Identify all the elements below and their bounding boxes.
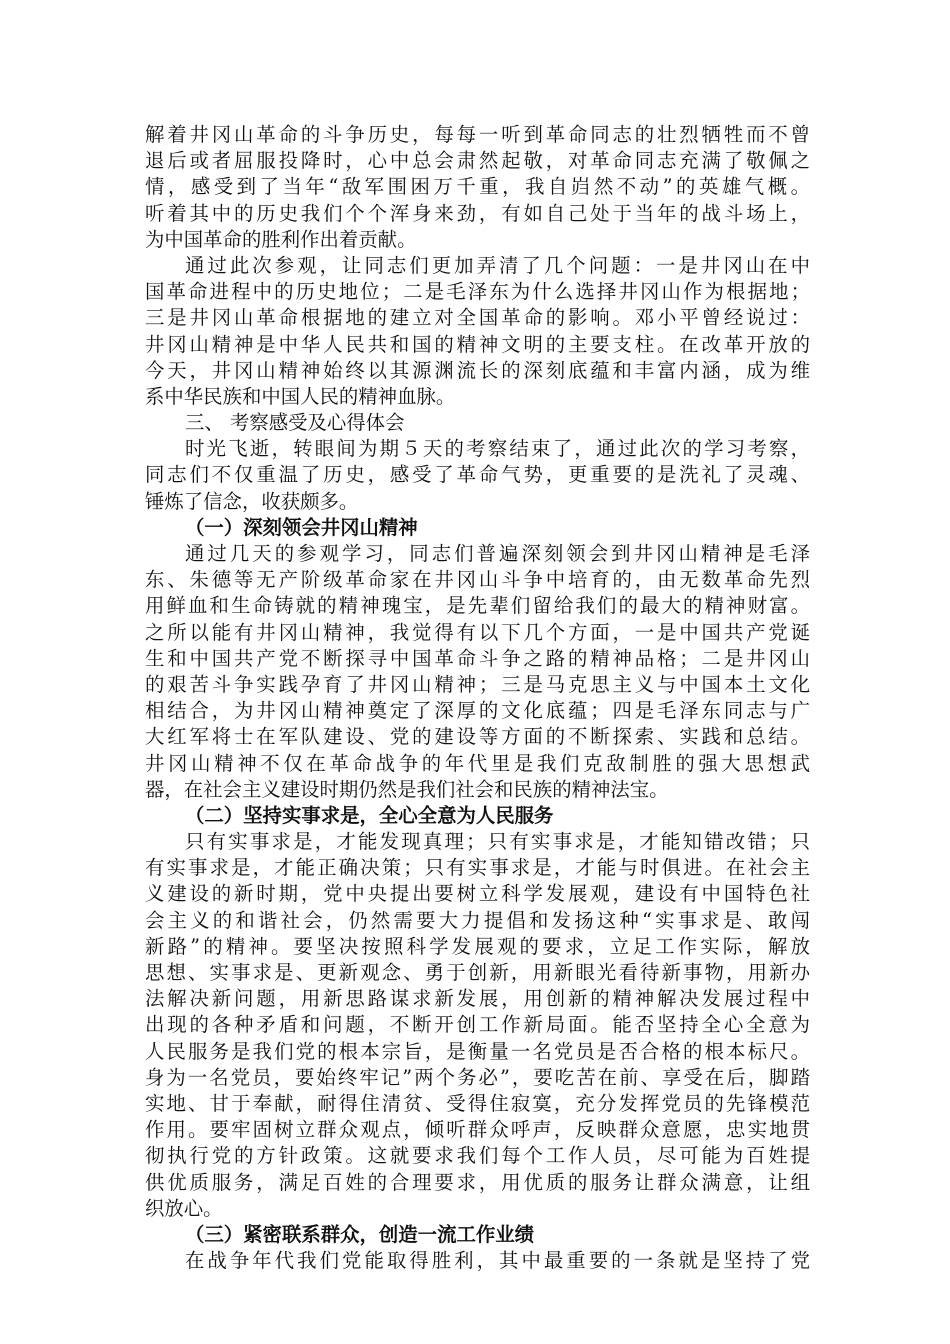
text-line: 三是井冈山革命根据地的建立对全国革命的影响。邓小平曾经说过： [145,306,810,330]
text-line: 人民服务是我们党的根本宗旨，是衡量一名党员是否合格的根本标尺。 [145,1039,810,1063]
text-line: 在战争年代我们党能取得胜利，其中最重要的一条就是坚持了党 [185,1249,810,1273]
text-line: 时光飞逝，转眼间为期５天的考察结束了，通过此次的学习考察， [185,437,810,461]
text-line: 之所以能有井冈山精神，我觉得有以下几个方面，一是中国共产党诞 [145,620,810,644]
text-line: 解着井冈山革命的斗争历史，每每一听到革命同志的壮烈牺牲而不曾 [145,123,810,146]
text-line: 义建设的新时期，党中央提出要树立科学发展观，建设有中国特色社 [145,882,810,906]
text-line: 锤炼了信念，收获颇多。 [145,489,359,513]
text-line: 法解决新问题，用新思路谋求新发展，用创新的精神解决发展过程中 [145,987,810,1011]
text-line: 器，在社会主义建设时期仍然是我们社会和民族的精神法宝。 [145,777,669,801]
text-line: 东、朱德等无产阶级革命家在井冈山斗争中培育的，由无数革命先烈 [145,568,810,592]
text-line: 彻执行党的方针政策。这就要求我们每个工作人员，尽可能为百姓提 [145,1144,810,1168]
text-line: 情，感受到了当年“敌军围困万千重，我自岿然不动”的英雄气概。 [145,175,810,199]
text-line: 系中华民族和中国人民的精神血脉。 [145,384,456,408]
text-line: 的艰苦斗争实践孕育了井冈山精神；三是马克思主义与中国本土文化 [145,672,810,696]
text-line: 有实事求是，才能正确决策；只有实事求是，才能与时俱进。在社会主 [145,856,810,880]
text-line: 今天，井冈山精神始终以其源渊流长的深刻底蕴和丰富内涵，成为维 [145,358,810,382]
text-line: 为中国革命的胜利作出着贡献。 [145,227,417,251]
text-line: 新路”的精神。要坚决按照科学发展观的要求，立足工作实际，解放 [145,934,810,958]
text-line: 作用。要牢固树立群众观点，倾听群众呼声，反映群众意愿，忠实地贯 [145,1118,810,1142]
text-line: 井冈山精神不仅在革命战争的年代里是我们克敌制胜的强大思想武 [145,751,810,775]
text-line: 大红军将士在军队建设、党的建设等方面的不断探索、实践和总结。 [145,725,810,749]
paragraph-visit-questions [145,253,810,410]
paragraph-summary [145,436,810,515]
text-line: 退后或者屈服投降时，心中总会肃然起敬，对革命同志充满了敬佩之 [145,149,810,173]
paragraph-connect-masses [145,1248,810,1274]
text-line: 通过此次参观，让同志们更加弄清了几个问题：一是井冈山在中 [185,253,810,277]
document-page [145,122,810,1274]
text-line: 生和中国共产党不断探寻中国革命斗争之路的精神品格；二是井冈山 [145,646,810,670]
text-line: 实地、甘于奉献，耐得住清贫、受得住寂寞，充分发挥党员的先锋模范 [145,1091,810,1115]
paragraph-jinggangshan-spirit [145,541,810,803]
text-line: 用鲜血和生命铸就的精神瑰宝，是先辈们留给我们的最大的精神财富。 [145,594,810,618]
text-line: 会主义的和谐社会，仍然需要大力提倡和发扬这种“实事求是、敢闯 [145,908,810,932]
subsection-heading: （二）坚持实事求是，全心全意为人民服务 [185,803,554,827]
text-line: 只有实事求是，才能发现真理；只有实事求是，才能知错改错；只 [185,830,810,854]
text-line: 思想、实事求是、更新观念、勇于创新，用新眼光看待新事物，用新办 [145,961,810,984]
text-line: 同志们不仅重温了历史，感受了革命气势，更重要的是洗礼了灵魂、 [145,463,810,487]
subsection-heading: （一）深刻领会井冈山精神 [185,515,418,539]
text-line: 井冈山精神是中华人民共和国的精神文明的主要支柱。在改革开放的 [145,332,810,356]
text-line: 出现的各种矛盾和问题，不断开创工作新局面。能否坚持全心全意为 [145,1013,810,1037]
paragraph-continued [145,122,810,253]
text-line: 相结合，为井冈山精神奠定了深厚的文化底蕴；四是毛泽东同志与广 [145,699,810,723]
text-line: 织放心。 [145,1196,223,1220]
subsection-heading: （三）紧密联系群众，创造一流工作业绩 [185,1222,535,1246]
text-line: 通过几天的参观学习，同志们普遍深刻领会到井冈山精神是毛泽 [185,542,810,565]
text-line: 听着其中的历史我们个个浑身来劲，有如自己处于当年的战斗场上， [145,201,810,225]
text-line: 国革命进程中的历史地位；二是毛泽东为什么选择井冈山作为根据地； [145,280,810,304]
text-line: 身为一名党员，要始终牢记”两个务必”，要吃苦在前、享受在后，脚踏 [145,1065,810,1089]
paragraph-seek-truth [145,829,810,1222]
section-heading: 三、 考察感受及心得体会 [185,411,405,435]
text-line: 供优质服务，满足百姓的合理要求，用优质的服务让群众满意，让组 [145,1170,810,1194]
